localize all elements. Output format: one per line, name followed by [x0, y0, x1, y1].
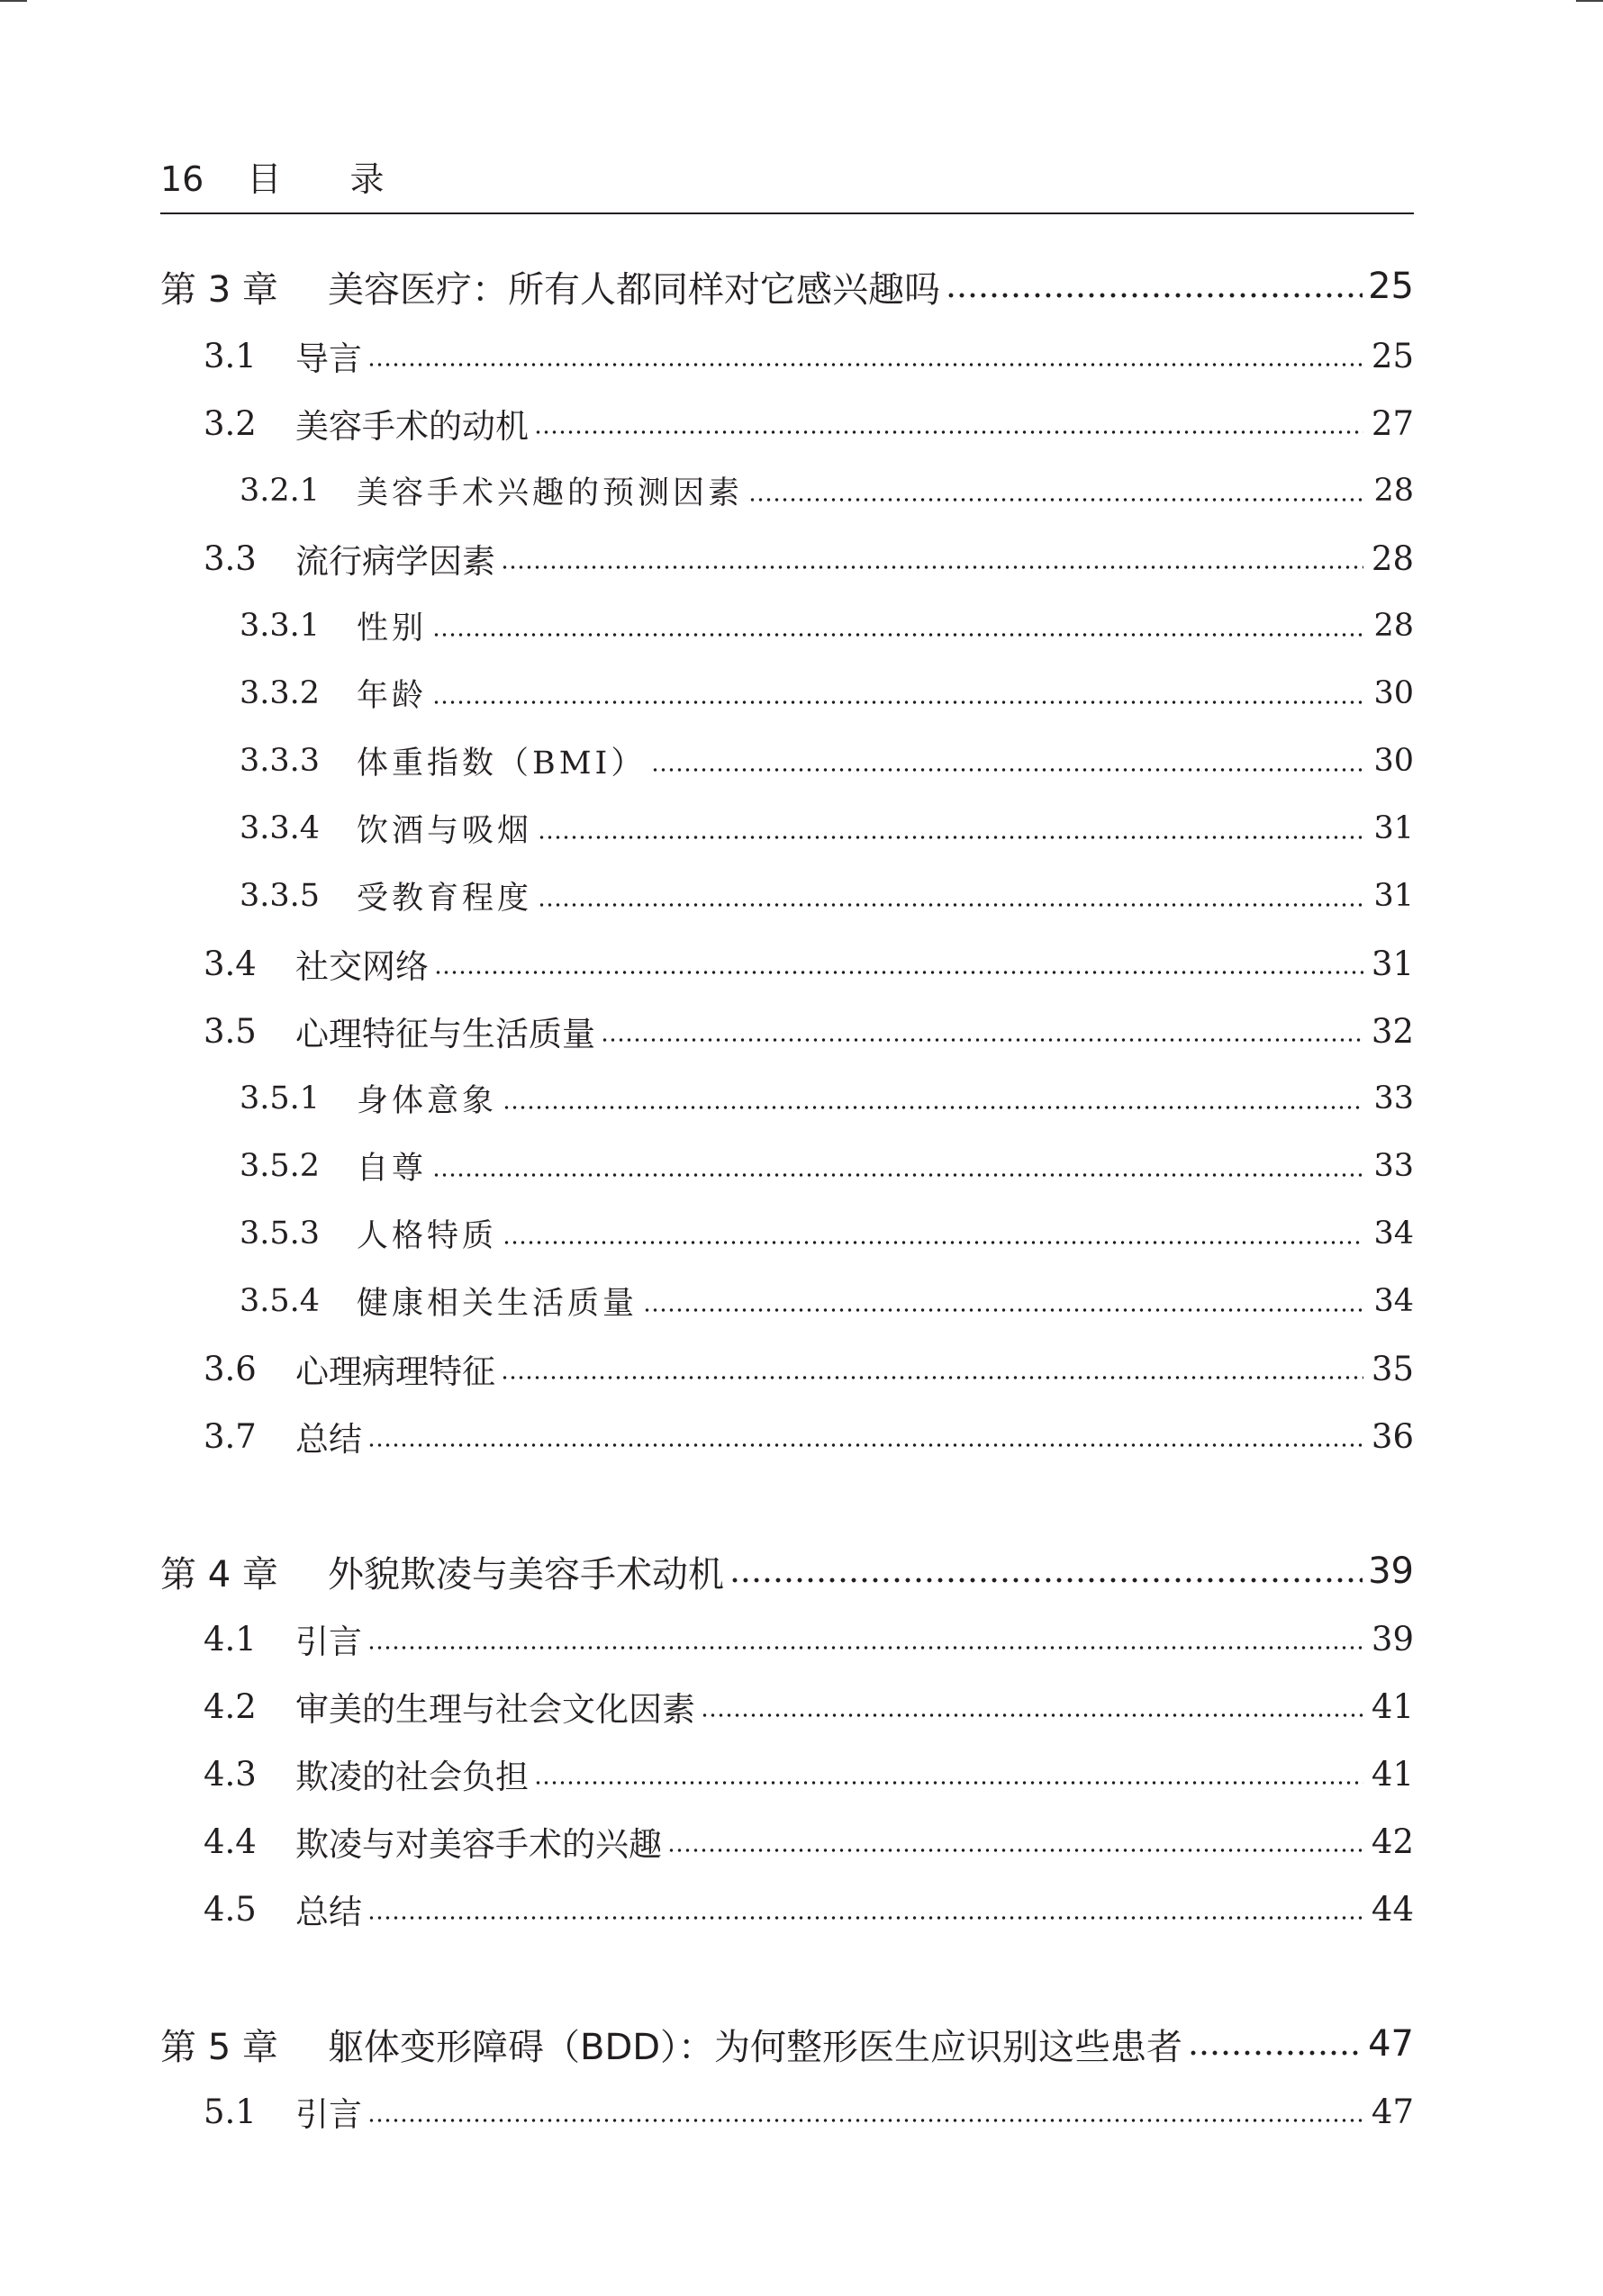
- header-rule: [160, 212, 1414, 214]
- toc-entry-label: 流行病学因素: [295, 542, 495, 581]
- toc-entry-page: 32: [1371, 1011, 1414, 1051]
- dot-leader: [534, 1780, 1363, 1785]
- toc-entry-section[interactable]: [160, 1747, 1414, 1801]
- dot-leader: [701, 1713, 1363, 1718]
- toc-entry-label: 导言: [295, 339, 362, 378]
- toc-entry-subsection[interactable]: [160, 1274, 1414, 1328]
- toc-entry-subsection[interactable]: [160, 1207, 1414, 1261]
- toc-entry-page: 30: [1373, 743, 1414, 779]
- toc-entry-number: 3.5.3: [240, 1216, 321, 1252]
- toc-entry-page: 36: [1371, 1416, 1414, 1456]
- toc-entry-label: 审美的生理与社会文化因素: [295, 1690, 695, 1729]
- dot-leader: [434, 970, 1363, 975]
- dot-leader: [651, 767, 1363, 773]
- dot-leader: [367, 1915, 1363, 1921]
- dot-leader: [729, 1577, 1363, 1584]
- toc-entry-section[interactable]: [160, 1004, 1414, 1058]
- toc-entry-number: 第 5 章: [160, 2026, 278, 2068]
- dot-leader: [501, 1375, 1363, 1380]
- toc-entry-page: 28: [1373, 608, 1414, 644]
- toc-entry-label: 美容手术的动机: [295, 407, 529, 446]
- toc-entry-section[interactable]: [160, 531, 1414, 585]
- dot-leader: [432, 632, 1363, 637]
- toc-entry-page: 28: [1373, 473, 1414, 509]
- toc-entry-number: 4.4: [204, 1821, 257, 1861]
- toc-entry-number: 4.2: [204, 1686, 257, 1726]
- toc-entry-label: 年龄: [357, 678, 428, 714]
- dot-leader: [367, 362, 1363, 367]
- toc-entry-subsection[interactable]: [160, 801, 1414, 855]
- toc-entry-number: 5.1: [204, 2092, 257, 2131]
- crop-mark-top-right: [1576, 0, 1603, 2]
- toc-entry-number: 3.7: [204, 1416, 257, 1456]
- toc-entry-number: 3.5.1: [240, 1080, 321, 1116]
- dot-leader: [748, 497, 1363, 502]
- toc-entry-chapter[interactable]: [160, 2017, 1414, 2071]
- toc-entry-section[interactable]: [160, 2084, 1414, 2138]
- toc-entry-number: 3.3.2: [240, 675, 321, 711]
- toc-entry-page: 41: [1371, 1754, 1414, 1794]
- toc-entry-page: 28: [1371, 538, 1414, 578]
- toc-entry-section[interactable]: [160, 1679, 1414, 1733]
- toc-entry-page: 31: [1373, 878, 1414, 914]
- toc-entry-number: 3.3.4: [240, 810, 321, 846]
- toc-entry-number: 3.5: [204, 1011, 257, 1051]
- toc-entry-label: 总结: [295, 1420, 362, 1459]
- toc-entry-number: 4.3: [204, 1754, 257, 1794]
- toc-entry-number: 3.5.2: [240, 1148, 321, 1184]
- toc-entry-number: 4.5: [204, 1889, 257, 1929]
- toc-entry-label: 美容医疗：所有人都同样对它感兴趣吗: [328, 268, 940, 311]
- toc-entry-label: 欺凌与对美容手术的兴趣: [295, 1825, 662, 1864]
- toc-entry-label: 躯体变形障碍（BDD）：为何整形医生应识别这些患者: [328, 2026, 1183, 2068]
- toc-entry-page: 34: [1373, 1216, 1414, 1252]
- toc-entry-subsection[interactable]: [160, 464, 1414, 518]
- dot-leader: [667, 1848, 1363, 1853]
- toc-entry-page: 30: [1373, 675, 1414, 711]
- toc-entry-label: 总结: [295, 1893, 362, 1931]
- dot-leader: [503, 1240, 1363, 1245]
- toc-entry-page: 25: [1371, 336, 1414, 375]
- toc-entry-number: 3.5.4: [240, 1283, 321, 1319]
- toc-entry-section[interactable]: [160, 329, 1414, 383]
- toc-entry-section[interactable]: [160, 1612, 1414, 1666]
- toc-entry-subsection[interactable]: [160, 734, 1414, 788]
- running-header: [160, 151, 1414, 201]
- toc-entry-subsection[interactable]: [160, 666, 1414, 720]
- toc-entry-page: 33: [1373, 1080, 1414, 1116]
- toc-entry-label: 身体意象: [357, 1083, 498, 1119]
- toc-entry-subsection[interactable]: [160, 1139, 1414, 1193]
- page-number: 16: [160, 159, 204, 199]
- toc-entry-number: 3.1: [204, 336, 257, 375]
- dot-leader: [367, 1442, 1363, 1448]
- toc-entry-number: 3.3.1: [240, 608, 321, 644]
- dot-leader: [534, 429, 1363, 435]
- dot-leader: [538, 902, 1363, 908]
- toc-entry-label: 引言: [295, 2095, 362, 2134]
- toc-entry-page: 31: [1373, 810, 1414, 846]
- dot-leader: [432, 700, 1363, 705]
- toc-entry-number: 4.1: [204, 1619, 257, 1659]
- dot-leader: [367, 2118, 1363, 2123]
- toc-entry-number: 第 3 章: [160, 268, 278, 311]
- toc-entry-section[interactable]: [160, 1409, 1414, 1463]
- toc-entry-label: 美容手术兴趣的预测因素: [357, 475, 744, 511]
- toc-entry-section[interactable]: [160, 1814, 1414, 1868]
- toc-entry-label: 心理特征与生活质量: [295, 1015, 595, 1053]
- toc-entry-subsection[interactable]: [160, 1071, 1414, 1125]
- toc-entry-label: 体重指数（BMI）: [357, 746, 647, 782]
- dot-leader: [432, 1172, 1363, 1178]
- toc-entry-page: 42: [1371, 1821, 1414, 1861]
- dot-leader: [946, 292, 1363, 299]
- toc-entry-label: 心理病理特征: [295, 1352, 495, 1391]
- page-title: 目 录: [247, 159, 413, 199]
- toc-entry-number: 3.3: [204, 538, 257, 578]
- toc-entry-chapter[interactable]: [160, 259, 1414, 313]
- toc-entry-number: 3.4: [204, 944, 257, 983]
- dot-leader: [503, 1105, 1363, 1110]
- toc-entry-page: 27: [1371, 403, 1414, 443]
- toc-entry-page: 47: [1368, 2023, 1414, 2065]
- toc-entry-page: 44: [1371, 1889, 1414, 1929]
- toc-entry-page: 35: [1371, 1349, 1414, 1388]
- toc-entry-page: 33: [1373, 1148, 1414, 1184]
- toc-entry-number: 3.3.5: [240, 878, 321, 914]
- crop-mark-top-left: [0, 0, 27, 2]
- dot-leader: [501, 565, 1363, 570]
- toc-entry-label: 健康相关生活质量: [357, 1286, 638, 1322]
- toc-entry-label: 人格特质: [357, 1218, 498, 1254]
- toc-entry-page: 47: [1371, 2092, 1414, 2131]
- toc-entry-page: 41: [1371, 1686, 1414, 1726]
- toc-entry-number: 3.2: [204, 403, 257, 443]
- toc-entry-page: 25: [1368, 266, 1414, 307]
- toc-entry-section[interactable]: [160, 396, 1414, 450]
- toc-entry-label: 欺凌的社会负担: [295, 1758, 529, 1796]
- toc-entry-label: 自尊: [357, 1151, 428, 1187]
- toc-entry-subsection[interactable]: [160, 599, 1414, 653]
- toc-entry-page: 39: [1368, 1550, 1414, 1592]
- dot-leader: [367, 1645, 1363, 1650]
- toc-entry-section[interactable]: [160, 1882, 1414, 1936]
- toc-entry-label: 受教育程度: [357, 881, 533, 917]
- toc-entry-chapter[interactable]: [160, 1544, 1414, 1598]
- dot-leader: [1188, 2049, 1363, 2056]
- toc-entry-subsection[interactable]: [160, 869, 1414, 923]
- toc-entry-label: 社交网络: [295, 947, 429, 986]
- dot-leader: [601, 1037, 1363, 1043]
- toc-entry-number: 3.2.1: [240, 473, 321, 509]
- toc-entry-number: 3.6: [204, 1349, 257, 1388]
- dot-leader: [643, 1307, 1363, 1313]
- toc-entry-number: 第 4 章: [160, 1553, 278, 1595]
- toc-entry-label: 性别: [357, 610, 428, 646]
- dot-leader: [538, 835, 1363, 840]
- toc-entry-label: 引言: [295, 1623, 362, 1661]
- toc-entry-number: 3.3.3: [240, 743, 321, 779]
- toc-entry-page: 39: [1371, 1619, 1414, 1659]
- toc-entry-page: 34: [1373, 1283, 1414, 1319]
- toc-entry-label: 外貌欺凌与美容手术动机: [328, 1553, 724, 1595]
- toc-entry-section[interactable]: [160, 1342, 1414, 1396]
- toc-entry-section[interactable]: [160, 936, 1414, 990]
- toc-entry-page: 31: [1371, 944, 1414, 983]
- toc-entry-label: 饮酒与吸烟: [357, 813, 533, 849]
